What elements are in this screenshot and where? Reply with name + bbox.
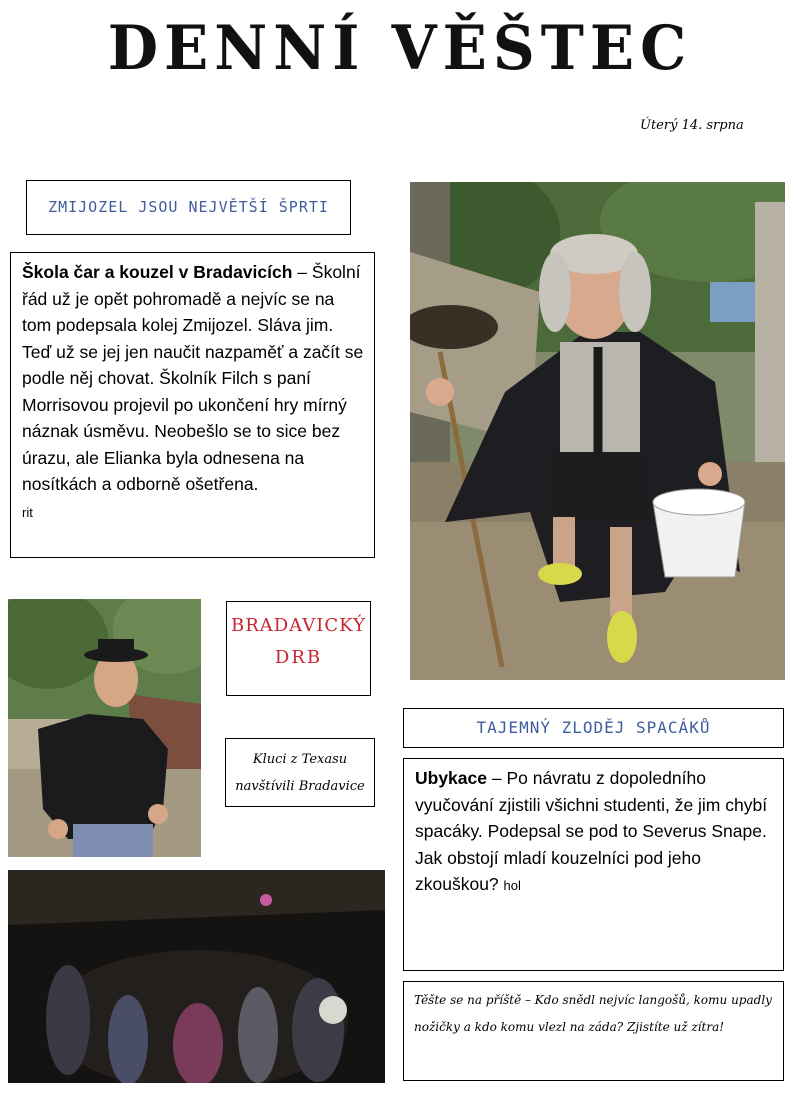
headline-slytherin-text: ZMIJOZEL JSOU NEJVĚTŠÍ ŠPRTI [48, 198, 329, 216]
texas-line1: Kluci z Texasu [252, 752, 348, 767]
article-school-rules-dash: – [292, 262, 308, 282]
article-school-rules-lead: Škola čar a kouzel v Bradavicích [22, 262, 293, 282]
article-sleeping-bags-body: Po návratu z dopoledního vyučování zjistili všichni studenti, že jim chybí spacáky. Podepsal se pod to Severus Snape. Jak obstojí mladí kouzelníci pod jeho zkouškou? [415, 768, 768, 894]
photo-texas-guy [8, 599, 201, 857]
article-school-rules-signature: rit [22, 504, 33, 520]
photo-filch [410, 182, 785, 680]
issue-date: Úterý 14. srpna [640, 118, 744, 133]
article-sleeping-bags [403, 758, 784, 971]
headline-sleeping-bag-thief-text: TAJEMNÝ ZLODĚJ SPACÁKŮ [476, 718, 711, 737]
gossip-line2: DRB [274, 647, 323, 668]
teaser-text: Těšte se na příště – Kdo snědl nejvíc langošů, komu upadly nožičky a kdo komu vlezl na záda? Zjistíte už zítra! [414, 993, 772, 1034]
article-sleeping-bags-signature: hol [503, 878, 521, 893]
article-school-rules-body: Školní řád už je opět pohromadě a nejvíc se na tom podepsala kolej Zmijozel. Sláva jim. Teď už se jej jen naučit nazpaměť a začít se podle něj chovat. Školník Filch s paní Morrisovou projevil po ukončení hry mírný náznak úsměvu. Neobešlo se to sice bez úrazu, ale Elianka byla odnesena na nosítkách a odborně ošetřena. [22, 262, 364, 494]
texas-box [225, 738, 375, 807]
photo-dark-dance [8, 870, 385, 1083]
headline-slytherin [26, 180, 351, 235]
article-sleeping-bags-dash: – [487, 768, 507, 788]
texas-line2: navštívili Bradavice [235, 779, 365, 794]
gossip-line1: BRADAVICKÝ [230, 615, 367, 636]
gossip-box [226, 601, 371, 696]
masthead-title: DENNÍ VĚŠTEC [107, 12, 693, 84]
article-sleeping-bags-lead: Ubykace [415, 768, 487, 788]
teaser-box [403, 981, 784, 1081]
article-school-rules [10, 252, 375, 558]
headline-sleeping-bag-thief [403, 708, 784, 748]
